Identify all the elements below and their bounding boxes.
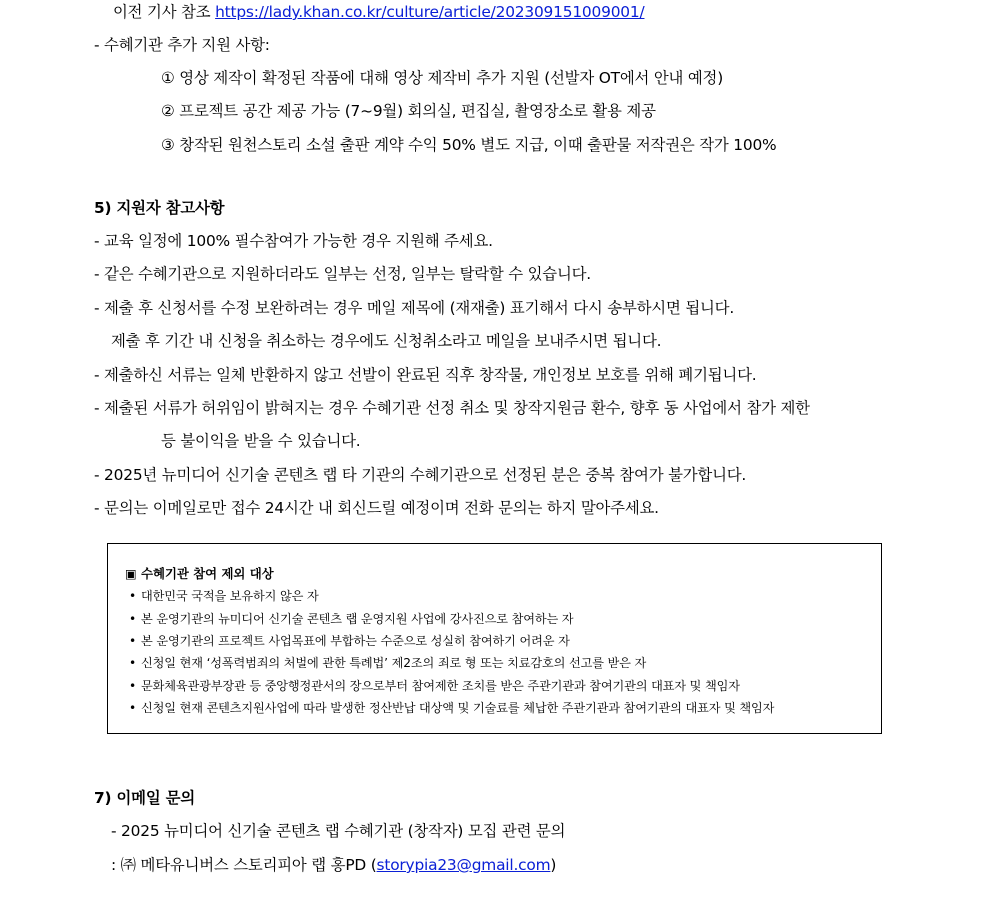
bullet-icon: • <box>129 656 137 670</box>
bullet-icon: • <box>129 634 137 648</box>
exclusion-item-text: 신청일 현재 ‘성폭력범죄의 처벌에 관한 특례법’ 제2조의 죄로 형 또는 치료감호의 선고를 받은 자 <box>141 656 647 670</box>
exclusion-item <box>129 586 319 606</box>
section5-line-3: - 제출 후 신청서를 수정 보완하려는 경우 메일 제목에 (재재출) 표기해서 다시 송부하시면 됩니다. <box>94 299 735 317</box>
section5-line-5: - 제출하신 서류는 일체 반환하지 않고 선발이 완료된 직후 창작물, 개인정보 보호를 위해 폐기됩니다. <box>94 366 757 384</box>
section5-line-4: 제출 후 기간 내 신청을 취소하는 경우에도 신청취소라고 메일을 보내주시면 됩니다. <box>111 332 662 350</box>
bullet-icon: • <box>129 679 137 693</box>
bullet-icon: • <box>129 589 137 603</box>
exclusion-item <box>129 631 570 651</box>
section5-line-9: - 문의는 이메일로만 접수 24시간 내 회신드릴 예정이며 전화 문의는 하지 말아주세요. <box>94 499 659 517</box>
section5-title: 5) 지원자 참고사항 <box>94 199 225 217</box>
contact-suffix: ) <box>550 856 557 874</box>
bullet-icon: • <box>129 701 137 715</box>
exclusion-item-text: 본 운영기관의 프로젝트 사업목표에 부합하는 수준으로 성실히 참여하기 어려운 자 <box>141 634 570 648</box>
exclusion-item-text: 대한민국 국적을 보유하지 않은 자 <box>141 589 319 603</box>
email-link[interactable]: storypia23@gmail.com <box>376 856 551 874</box>
section7-contact <box>111 854 556 876</box>
section5-line-8: - 2025년 뉴미디어 신기술 콘텐츠 랩 타 기관의 수혜기관으로 선정된 분은 중복 참여가 불가합니다. <box>94 466 747 484</box>
prev-article-line <box>113 1 644 23</box>
section5-line-6: - 제출된 서류가 허위임이 밝혀지는 경우 수혜기관 선정 취소 및 창작지원금 환수, 향후 동 사업에서 참가 제한 <box>94 399 810 417</box>
section7-title: 7) 이메일 문의 <box>94 789 195 807</box>
support-item-3: ③ 창작된 원천스토리 소설 출판 계약 수익 50% 별도 지급, 이때 출판물 저작권은 작가 100% <box>161 136 777 154</box>
exclusion-item-text: 문화체육관광부장관 등 중앙행정관서의 장으로부터 참여제한 조치를 받은 주관기관과 참여기관의 대표자 및 책임자 <box>141 679 740 693</box>
exclusion-item <box>129 698 774 718</box>
exclusion-item-text: 본 운영기관의 뉴미디어 신기술 콘텐츠 랩 운영지원 사업에 강사진으로 참여하는 자 <box>141 612 574 626</box>
prev-article-prefix: 이전 기사 참조 <box>113 3 216 21</box>
exclusion-item <box>129 653 646 673</box>
section7-line-1: - 2025 뉴미디어 신기술 콘텐츠 랩 수혜기관 (창작자) 모집 관련 문의 <box>111 822 566 840</box>
exclusion-item <box>129 676 740 696</box>
exclusion-box <box>107 543 882 734</box>
exclusion-item <box>129 609 573 629</box>
section5-line-1: - 교육 일정에 100% 필수참여가 가능한 경우 지원해 주세요. <box>94 232 493 250</box>
contact-prefix: : ㈜ 메타유니버스 스토리피아 랩 홍PD ( <box>111 856 377 874</box>
support-header: - 수혜기관 추가 지원 사항: <box>94 36 270 54</box>
exclusion-item-text: 신청일 현재 콘텐츠지원사업에 따라 발생한 정산반납 대상액 및 기술료를 체납한 주관기관과 참여기관의 대표자 및 책임자 <box>141 701 775 715</box>
exclusion-box-title: ▣ 수혜기관 참여 제외 대상 <box>125 566 274 581</box>
prev-article-link[interactable]: https://lady.khan.co.kr/culture/article/202309151009001/ <box>215 3 645 21</box>
section5-line-7: 등 불이익을 받을 수 있습니다. <box>161 432 361 450</box>
bullet-icon: • <box>129 612 137 626</box>
section5-line-2: - 같은 수혜기관으로 지원하더라도 일부는 선정, 일부는 탈락할 수 있습니다. <box>94 265 591 283</box>
support-item-2: ② 프로젝트 공간 제공 가능 (7~9월) 회의실, 편집실, 촬영장소로 활용 제공 <box>161 102 656 120</box>
support-item-1: ① 영상 제작이 확정된 작품에 대해 영상 제작비 추가 지원 (선발자 OT에서 안내 예정) <box>161 69 724 87</box>
